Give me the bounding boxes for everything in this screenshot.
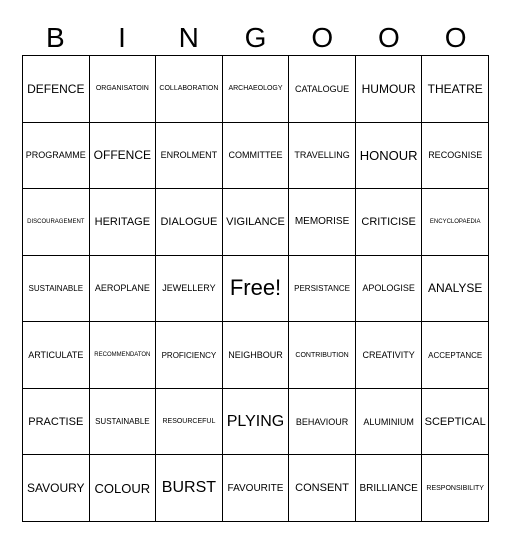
free-space: Free! — [223, 256, 290, 323]
bingo-cell: COLOUR — [90, 455, 157, 522]
bingo-cell: PERSISTANCE — [289, 256, 356, 323]
header-letter-o2: O — [378, 22, 400, 53]
header-letter-o1: O — [311, 22, 334, 53]
bingo-cell: COMMITTEE — [223, 123, 290, 190]
bingo-cell: CREATIVITY — [356, 322, 423, 389]
bingo-cell: APOLOGISE — [356, 256, 423, 323]
bingo-cell: NEIGHBOUR — [223, 322, 290, 389]
bingo-cell: ANALYSE — [422, 256, 489, 323]
bingo-grid — [22, 55, 489, 522]
header-letter-o3: O — [444, 22, 467, 53]
bingo-cell: VIGILANCE — [223, 189, 290, 256]
bingo-cell: CATALOGUE — [289, 56, 356, 123]
header-letter-b: B — [46, 22, 65, 53]
header-letter-n: N — [178, 22, 199, 53]
bingo-cell: ALUMINIUM — [356, 389, 423, 456]
bingo-cell: CRITICISE — [356, 189, 423, 256]
bingo-cell: PRACTISE — [23, 389, 90, 456]
bingo-cell: ARCHAEOLOGY — [223, 56, 290, 123]
bingo-cell: PROGRAMME — [23, 123, 90, 190]
bingo-cell: BURST — [156, 455, 223, 522]
header-letter-g: G — [244, 22, 267, 53]
bingo-cell: SCEPTICAL — [422, 389, 489, 456]
bingo-cell: RESOURCEFUL — [156, 389, 223, 456]
bingo-cell: PROFICIENCY — [156, 322, 223, 389]
bingo-cell: SUSTAINABLE — [23, 256, 90, 323]
bingo-cell: ENROLMENT — [156, 123, 223, 190]
bingo-cell: CONSENT — [289, 455, 356, 522]
bingo-cell: OFFENCE — [90, 123, 157, 190]
bingo-cell: ORGANISATOIN — [90, 56, 157, 123]
bingo-cell: ARTICULATE — [23, 322, 90, 389]
bingo-cell: DISCOURAGEMENT — [23, 189, 90, 256]
header-letter-i: I — [118, 22, 126, 53]
bingo-cell: RESPONSIBILITY — [422, 455, 489, 522]
bingo-cell: BEHAVIOUR — [289, 389, 356, 456]
bingo-cell: RECOGNISE — [422, 123, 489, 190]
bingo-header — [22, 20, 489, 56]
bingo-cell: HERITAGE — [90, 189, 157, 256]
bingo-cell: FAVOURITE — [223, 455, 290, 522]
bingo-cell: ACCEPTANCE — [422, 322, 489, 389]
bingo-cell: SUSTAINABLE — [90, 389, 157, 456]
bingo-cell: THEATRE — [422, 56, 489, 123]
bingo-cell: CONTRIBUTION — [289, 322, 356, 389]
bingo-cell: HONOUR — [356, 123, 423, 190]
bingo-cell: MEMORISE — [289, 189, 356, 256]
bingo-cell: DIALOGUE — [156, 189, 223, 256]
bingo-cell: JEWELLERY — [156, 256, 223, 323]
bingo-cell: HUMOUR — [356, 56, 423, 123]
bingo-cell: SAVOURY — [23, 455, 90, 522]
bingo-cell: PLYING — [223, 389, 290, 456]
bingo-cell: TRAVELLING — [289, 123, 356, 190]
bingo-cell: AEROPLANE — [90, 256, 157, 323]
bingo-cell: ENCYCLOPAEDIA — [422, 189, 489, 256]
bingo-cell: BRILLIANCE — [356, 455, 423, 522]
bingo-cell: RECOMMENDATON — [90, 322, 157, 389]
bingo-cell: COLLABORATION — [156, 56, 223, 123]
bingo-cell: DEFENCE — [23, 56, 90, 123]
